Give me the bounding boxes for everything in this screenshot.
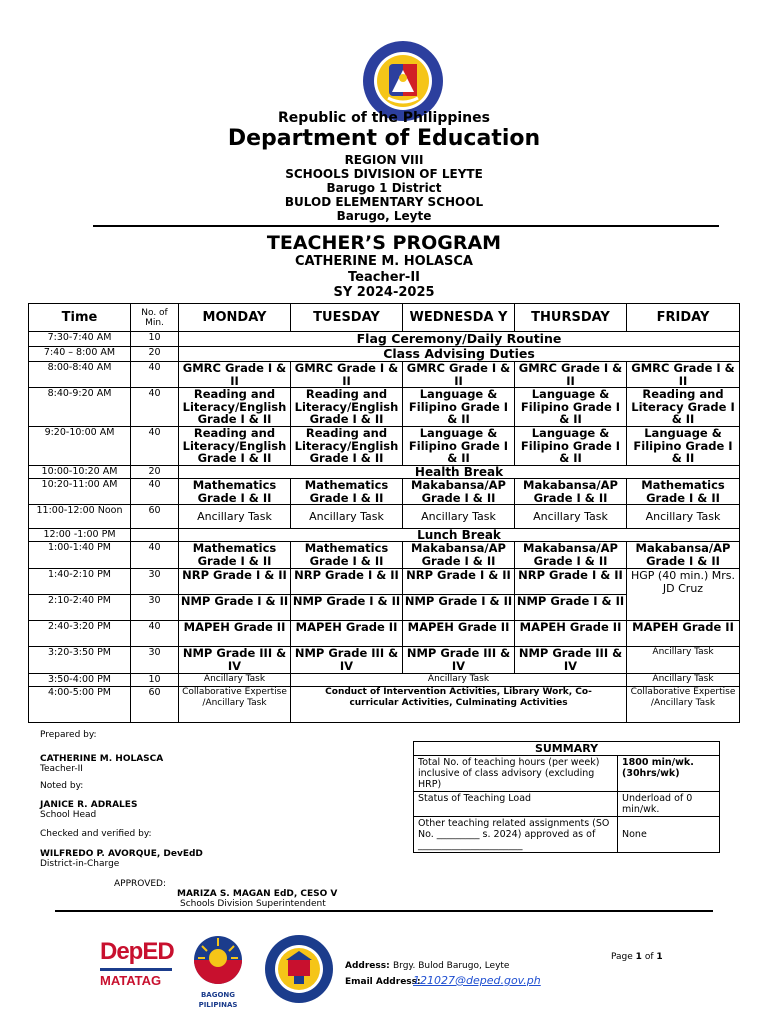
time-cell: 11:00-12:00 Noon xyxy=(29,505,131,529)
minutes-cell: 10 xyxy=(131,674,179,687)
subject-cell: NRP Grade I & II xyxy=(403,569,515,595)
header-tuesday: TUESDAY xyxy=(291,304,403,332)
minutes-cell: 40 xyxy=(131,427,179,466)
minutes-cell xyxy=(131,529,179,542)
table-row xyxy=(29,529,740,542)
header-time: Time xyxy=(29,304,131,332)
span-cell: Class Advising Duties xyxy=(179,347,740,362)
approved-name: MARIZA S. MAGAN EdD, CESO V xyxy=(177,889,338,899)
span-cell: Health Break xyxy=(179,466,740,479)
time-cell: 12:00 -1:00 PM xyxy=(29,529,131,542)
email-label: Email Address: xyxy=(345,977,421,987)
prepared-name: CATHERINE M. HOLASCA xyxy=(40,754,164,764)
time-cell: 3:50-4:00 PM xyxy=(29,674,131,687)
subject-cell: NMP Grade I & II xyxy=(403,595,515,621)
table-row xyxy=(29,427,740,466)
subject-cell: Reading and Literacy/English Grade I & II xyxy=(179,388,291,427)
minutes-cell: 30 xyxy=(131,595,179,621)
summary-other-value: None xyxy=(618,817,720,853)
minutes-cell: 60 xyxy=(131,505,179,529)
subject-cell: NMP Grade III & IV xyxy=(179,647,291,674)
time-cell: 8:40-9:20 AM xyxy=(29,388,131,427)
span-cell: Ancillary Task xyxy=(291,674,627,687)
time-cell: 8:00-8:40 AM xyxy=(29,362,131,388)
subject-cell: Reading and Literacy/English Grade I & II xyxy=(291,388,403,427)
table-row xyxy=(29,466,740,479)
subject-cell: Ancillary Task xyxy=(515,505,627,529)
subject-cell: NMP Grade III & IV xyxy=(403,647,515,674)
subject-cell: Reading and Literacy/English Grade I & II xyxy=(179,427,291,466)
header-monday: MONDAY xyxy=(179,304,291,332)
minutes-cell: 40 xyxy=(131,362,179,388)
subject-cell: GMRC Grade I & II xyxy=(627,362,740,388)
subject-cell: MAPEH Grade II xyxy=(179,621,291,647)
minutes-cell: 10 xyxy=(131,332,179,347)
summary-status-label: Status of Teaching Load xyxy=(414,792,618,817)
subject-cell: NMP Grade III & IV xyxy=(291,647,403,674)
summary-status-value: Underload of 0 min/wk. xyxy=(618,792,720,817)
noted-name: JANICE R. ADRALES xyxy=(40,800,138,810)
summary-other-label: Other teaching related assignments (SO No. _________ s. 2024) approved as of ______________________ xyxy=(414,817,618,853)
department-title: Department of Education xyxy=(227,126,541,151)
subject-cell: NMP Grade I & II xyxy=(515,595,627,621)
table-row xyxy=(29,542,740,569)
subject-cell: Language & Filipino Grade I & II xyxy=(627,427,740,466)
header-minutes: No. of Min. xyxy=(131,304,179,332)
minutes-cell: 20 xyxy=(131,347,179,362)
school-text: BULOD ELEMENTARY SCHOOL xyxy=(284,195,484,209)
subject-cell: Language & Filipino Grade I & II xyxy=(403,388,515,427)
subject-cell: Makabansa/AP Grade I & II xyxy=(403,542,515,569)
time-cell: 10:20-11:00 AM xyxy=(29,479,131,505)
minutes-cell: 40 xyxy=(131,621,179,647)
noted-title: School Head xyxy=(40,810,97,820)
bagong-pilipinas-text: BAGONG PILIPINAS xyxy=(198,991,238,1009)
time-cell: 4:00-5:00 PM xyxy=(29,687,131,723)
minutes-cell: 30 xyxy=(131,647,179,674)
header-thursday: THURSDAY xyxy=(515,304,627,332)
time-cell: 3:20-3:50 PM xyxy=(29,647,131,674)
checked-title: District-in-Charge xyxy=(40,859,120,869)
time-cell: 1:00-1:40 PM xyxy=(29,542,131,569)
subject-cell: Ancillary Task xyxy=(179,674,291,687)
table-row xyxy=(29,388,740,427)
time-cell: 2:40-3:20 PM xyxy=(29,621,131,647)
deped-logo-text: DepED xyxy=(100,938,174,965)
teacher-position: Teacher-II xyxy=(348,270,420,285)
schedule-table xyxy=(28,303,740,723)
subject-cell: Ancillary Task xyxy=(627,647,740,674)
republic-text: Republic of the Philippines xyxy=(278,110,490,126)
address-value: Brgy. Bulod Barugo, Leyte xyxy=(393,961,510,971)
footer-divider xyxy=(55,910,713,912)
region-text: REGION VIII xyxy=(344,153,424,167)
page-total: 1 xyxy=(656,952,663,962)
subject-cell: NRP Grade I & II xyxy=(179,569,291,595)
table-row xyxy=(29,332,740,347)
subject-cell: Mathematics Grade I & II xyxy=(627,479,740,505)
subject-cell: Language & Filipino Grade I & II xyxy=(403,427,515,466)
subject-cell: Reading and Literacy/English Grade I & II xyxy=(291,427,403,466)
time-cell: 2:10-2:40 PM xyxy=(29,595,131,621)
subject-cell: MAPEH Grade II xyxy=(403,621,515,647)
subject-cell: MAPEH Grade II xyxy=(627,621,740,647)
header-wednesday: WEDNESDA Y xyxy=(403,304,515,332)
subject-cell: Mathematics Grade I & II xyxy=(179,479,291,505)
subject-cell: Language & Filipino Grade I & II xyxy=(515,388,627,427)
table-row xyxy=(29,687,740,723)
span-cell: Lunch Break xyxy=(179,529,740,542)
page-of: of xyxy=(644,952,654,962)
deped-matatag-logo xyxy=(100,938,172,996)
checked-label: Checked and verified by: xyxy=(40,829,152,839)
prepared-title: Teacher-II xyxy=(40,764,83,774)
table-header-row xyxy=(29,304,740,332)
subject-cell: Mathematics Grade I & II xyxy=(291,542,403,569)
subject-cell: Language & Filipino Grade I & II xyxy=(515,427,627,466)
subject-cell: Collaborative Expertise /Ancillary Task xyxy=(627,687,740,723)
minutes-cell: 40 xyxy=(131,542,179,569)
subject-cell: Makabansa/AP Grade I & II xyxy=(627,542,740,569)
table-row xyxy=(29,347,740,362)
header-friday: FRIDAY xyxy=(627,304,740,332)
checked-name: WILFREDO P. AVORQUE, DevEdD xyxy=(40,849,203,859)
matatag-text: MATATAG xyxy=(100,973,162,988)
bagong-pilipinas-logo xyxy=(182,934,254,1009)
time-cell: 9:20-10:00 AM xyxy=(29,427,131,466)
hgp-cell: HGP (40 min.) Mrs. JD Cruz xyxy=(627,569,740,621)
time-cell: 7:30-7:40 AM xyxy=(29,332,131,347)
subject-cell: NRP Grade I & II xyxy=(291,569,403,595)
subject-cell: GMRC Grade I & II xyxy=(291,362,403,388)
subject-cell: Ancillary Task xyxy=(403,505,515,529)
subject-cell: Ancillary Task xyxy=(627,674,740,687)
approved-label: APPROVED: xyxy=(114,879,166,889)
bagong-pilipinas-icon xyxy=(182,934,254,986)
school-year: SY 2024-2025 xyxy=(333,285,435,300)
header-divider xyxy=(93,225,719,227)
district-text: Barugo 1 District xyxy=(326,181,442,195)
page-indicator xyxy=(611,952,663,962)
subject-cell: Reading and Literacy Grade I & II xyxy=(627,388,740,427)
activities-cell: Conduct of Intervention Activities, Library Work, Co-curricular Activities, Culminating Activities xyxy=(291,687,627,723)
subject-cell: Makabansa/AP Grade I & II xyxy=(403,479,515,505)
prepared-label: Prepared by: xyxy=(40,730,97,740)
subject-cell: Makabansa/AP Grade I & II xyxy=(515,542,627,569)
subject-cell: MAPEH Grade II xyxy=(291,621,403,647)
minutes-cell: 20 xyxy=(131,466,179,479)
table-row xyxy=(29,647,740,674)
page-word: Page xyxy=(611,952,633,962)
subject-cell: NRP Grade I & II xyxy=(515,569,627,595)
program-title: TEACHER’S PROGRAM xyxy=(266,232,502,254)
subject-cell: MAPEH Grade II xyxy=(515,621,627,647)
table-row xyxy=(29,505,740,529)
summary-title: SUMMARY xyxy=(414,742,720,756)
noted-label: Noted by: xyxy=(40,781,84,791)
approved-title: Schools Division Superintendent xyxy=(180,899,326,909)
page-number: 1 xyxy=(635,952,642,962)
school-seal-icon xyxy=(264,934,334,1004)
table-row xyxy=(29,674,740,687)
subject-cell: Makabansa/AP Grade I & II xyxy=(515,479,627,505)
minutes-cell: 30 xyxy=(131,569,179,595)
minutes-cell: 40 xyxy=(131,388,179,427)
time-cell: 10:00-10:20 AM xyxy=(29,466,131,479)
time-cell: 7:40 – 8:00 AM xyxy=(29,347,131,362)
subject-cell: Ancillary Task xyxy=(627,505,740,529)
subject-cell: NMP Grade III & IV xyxy=(515,647,627,674)
summary-hours-value: 1800 min/wk. (30hrs/wk) xyxy=(618,756,720,792)
subject-cell: Collaborative Expertise /Ancillary Task xyxy=(179,687,291,723)
subject-cell: GMRC Grade I & II xyxy=(179,362,291,388)
summary-hours-label: Total No. of teaching hours (per week) inclusive of class advisory (excluding HRP) xyxy=(414,756,618,792)
minutes-cell: 40 xyxy=(131,479,179,505)
subject-cell: GMRC Grade I & II xyxy=(515,362,627,388)
span-cell: Flag Ceremony/Daily Routine xyxy=(179,332,740,347)
minutes-cell: 60 xyxy=(131,687,179,723)
location-text: Barugo, Leyte xyxy=(336,209,432,223)
subject-cell: NMP Grade I & II xyxy=(291,595,403,621)
table-row xyxy=(29,479,740,505)
time-cell: 1:40-2:10 PM xyxy=(29,569,131,595)
subject-cell: Mathematics Grade I & II xyxy=(291,479,403,505)
subject-cell: NMP Grade I & II xyxy=(179,595,291,621)
subject-cell: Mathematics Grade I & II xyxy=(179,542,291,569)
address-label: Address: xyxy=(345,961,390,971)
summary-table xyxy=(413,741,720,853)
table-row xyxy=(29,621,740,647)
table-row xyxy=(29,569,740,595)
email-link[interactable]: 121027@deped.gov.ph xyxy=(413,974,541,987)
teacher-name: CATHERINE M. HOLASCA xyxy=(295,254,473,269)
subject-cell: Ancillary Task xyxy=(291,505,403,529)
subject-cell: Ancillary Task xyxy=(179,505,291,529)
table-row xyxy=(29,362,740,388)
subject-cell: GMRC Grade I & II xyxy=(403,362,515,388)
division-text: SCHOOLS DIVISION OF LEYTE xyxy=(285,167,483,181)
